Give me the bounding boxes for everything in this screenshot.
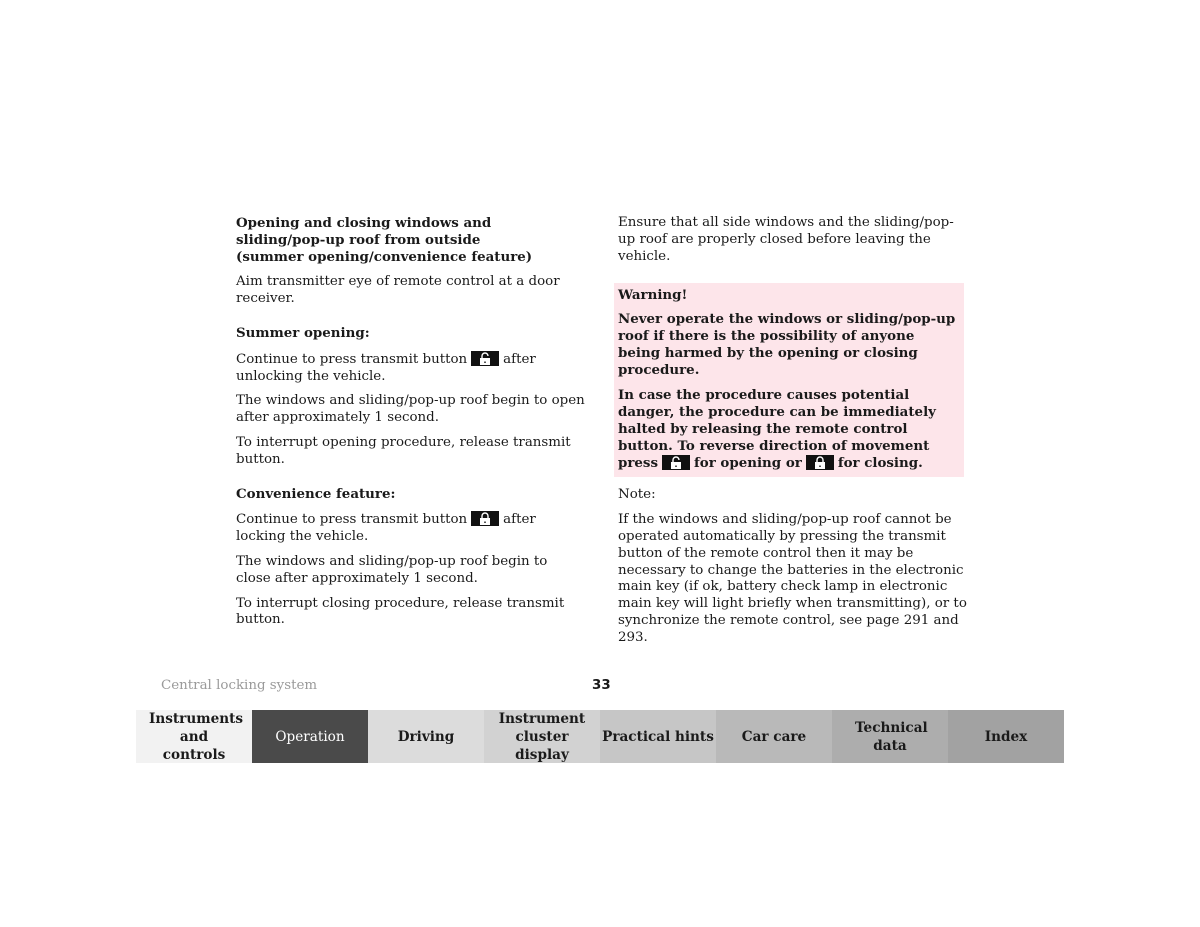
- lock-icon: [471, 511, 499, 526]
- warning-box: [614, 283, 964, 477]
- summer-step-1: Continue to press transmit button after unlocking the vehicle.: [236, 351, 536, 384]
- summer-opening-title: Summer opening:: [236, 324, 370, 341]
- chapter-nav: [136, 710, 1064, 763]
- summer-step-2: The windows and sliding/pop-up roof begin to open after approximately 1 second.: [236, 393, 585, 426]
- convenience-step-2: The windows and sliding/pop-up roof begin to close after approximately 1 second.: [236, 553, 548, 586]
- note-text: If the windows and sliding/pop-up roof cannot be operated automatically by pressing the transmit button of the remote control then it may be necessary to change the batteries in the electronic main key (if ok, battery check lamp in electronic main key will light briefly when transmitting), or to synchronize the remote control, see page 291 and 293.: [618, 512, 967, 645]
- footer-section-title: Central locking system: [161, 678, 318, 693]
- tab-instruments-and-controls[interactable]: Instruments and controls: [136, 710, 252, 763]
- section-heading: Opening and closing windows and sliding/pop-up roof from outside (summer opening/convenience feature): [236, 215, 533, 265]
- tab-practical-hints[interactable]: Practical hints: [600, 710, 716, 763]
- right-column: [618, 215, 968, 655]
- convenience-step-1: Continue to press transmit button after locking the vehicle.: [236, 512, 536, 545]
- unlock-icon: [471, 351, 499, 366]
- page-number: 33: [592, 678, 611, 693]
- summer-step-3: To interrupt opening procedure, release transmit button.: [236, 434, 571, 467]
- tab-car-care[interactable]: Car care: [716, 710, 832, 763]
- warning-title: Warning!: [618, 287, 688, 304]
- tab-operation[interactable]: Operation: [252, 710, 368, 763]
- tab-index[interactable]: Index: [948, 710, 1064, 763]
- warning-text-1: Never operate the windows or sliding/pop-up roof if there is the possibility of anyone being harmed by the opening or closing procedure.: [618, 311, 956, 378]
- unlock-icon: [662, 455, 690, 470]
- tab-instrument-cluster-display[interactable]: Instrument cluster display: [484, 710, 600, 763]
- intro-text: Aim transmitter eye of remote control at a door receiver.: [236, 274, 560, 307]
- left-column: [236, 215, 586, 637]
- tab-technical-data[interactable]: Technical data: [832, 710, 948, 763]
- tab-driving[interactable]: Driving: [368, 710, 484, 763]
- convenience-title: Convenience feature:: [236, 485, 396, 502]
- warning-text-2: In case the procedure causes potential danger, the procedure can be immediately halted by releasing the remote control button. To reverse direction of movement press for opening or for closing.: [618, 387, 936, 471]
- lock-icon: [806, 455, 834, 470]
- convenience-step-3: To interrupt closing procedure, release transmit button.: [236, 595, 565, 628]
- note-label: Note:: [618, 487, 656, 503]
- ensure-text: Ensure that all side windows and the sliding/pop-up roof are properly closed before leaving the vehicle.: [618, 215, 954, 264]
